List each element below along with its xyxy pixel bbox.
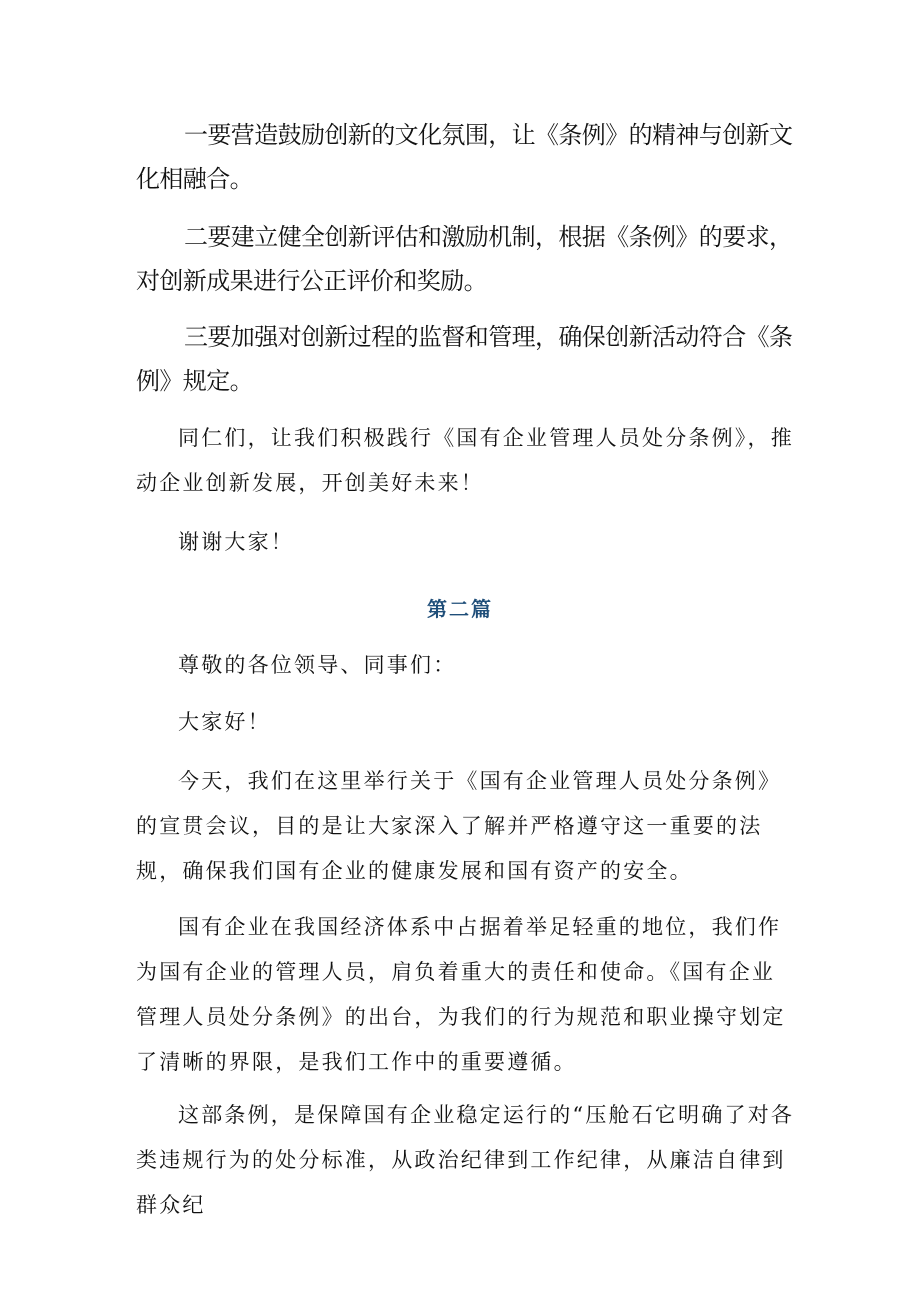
body-paragraph-1: 今天，我们在这里举行关于《国有企业管理人员处分条例》的宣贯会议，目的是让大家深入了解并严格遵守这一重要的法规，确保我们国有企业的健康发展和国有资产的安全。 <box>136 769 782 883</box>
point-two-paragraph: 二要建立健全创新评估和激励机制，根据《条例》的要求，对创新成果进行公正评价和奖励。 <box>136 223 793 295</box>
thanks-paragraph: 谢谢大家！ <box>178 530 294 554</box>
greeting-paragraph: 大家好！ <box>178 710 271 734</box>
body-paragraph-2: 国有企业在我国经济体系中占据着举足轻重的地位，我们作为国有企业的管理人员，肩负着重大的责任和使命。《国有企业管理人员处分条例》的出台，为我们的行为规范和职业操守划定了清晰的界限，是我们工作中的重要遵循。 <box>136 915 786 1074</box>
section-heading: 第二篇 <box>427 597 493 621</box>
salutation-paragraph: 尊敬的各位领导、同事们： <box>178 653 457 677</box>
body-paragraph-3: 这部条例，是保障国有企业稳定运行的“压舱石它明确了对各类违规行为的处分标准，从政治纪律到工作纪律，从廉洁自律到群众纪 <box>136 1103 795 1217</box>
point-three-paragraph: 三要加强对创新过程的监督和管理，确保创新活动符合《条例》规定。 <box>136 323 793 395</box>
closing-paragraph: 同仁们，让我们积极践行《国有企业管理人员处分条例》，推动企业创新发展，开创美好未来！ <box>136 426 794 495</box>
point-one-paragraph: 一要营造鼓励创新的文化氛围，让《条例》的精神与创新文化相融合。 <box>136 121 793 193</box>
